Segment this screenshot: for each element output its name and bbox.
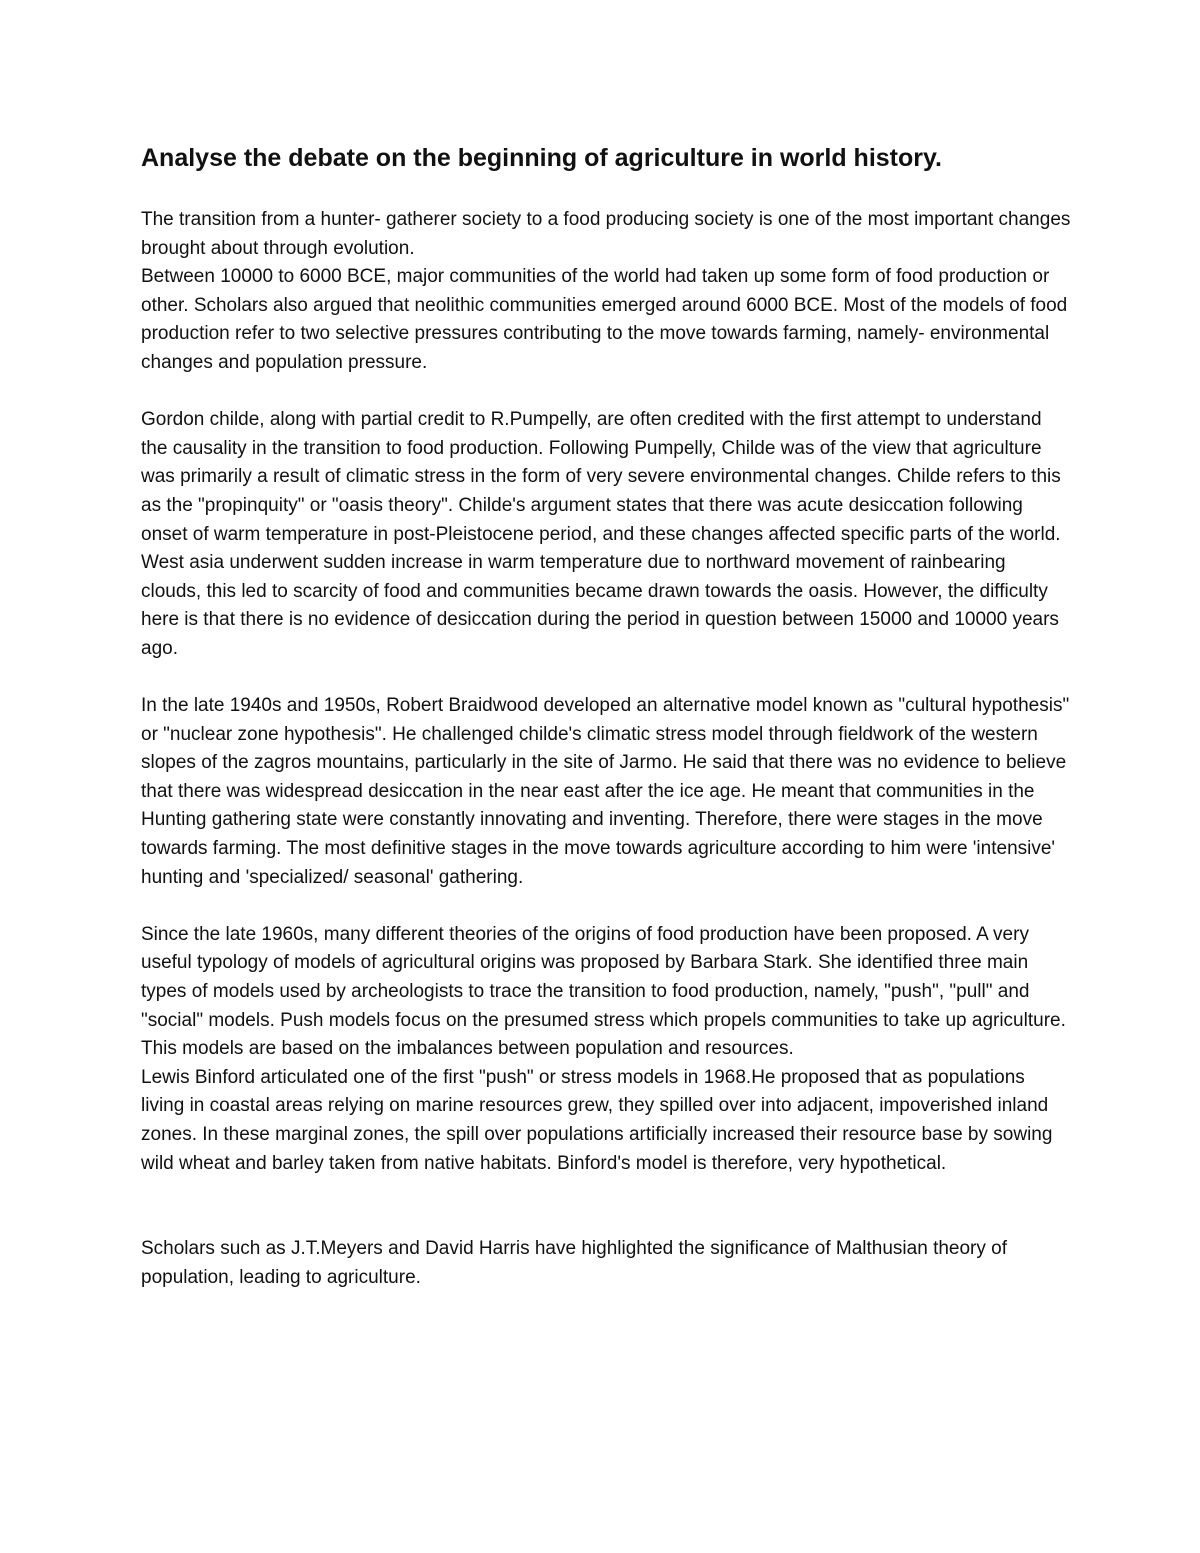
paragraph-binford: Lewis Binford articulated one of the first "push" or stress models in 1968.He proposed that as populations living in coastal areas relying on marine resources grew, they spilled over into adjacent, impoverished inland zones. In these marginal zones, the spill over populations artificially increased their resource base by sowing wild wheat and barley taken from native habitats. Binford's model is therefore, very hypothetical. bbox=[141, 1066, 1053, 1174]
paragraph-spacer bbox=[141, 892, 1071, 921]
paragraph-stark: Since the late 1960s, many different theories of the origins of food production have been proposed. A very useful typology of models of agricultural origins was proposed by Barbara Stark. She identified three main types of models used by archeologists to trace the transition to food production, namely, "push", "pull" and "social" models. Push models focus on the presumed stress which propels communities to take up agriculture. This models are based on the imbalances between population and resources. bbox=[141, 923, 1066, 1060]
paragraph-timeline: Between 10000 to 6000 BCE, major communities of the world had taken up some form of food production or other. Scholars also argued that neolithic communities emerged around 6000 BCE. Most of the models of food production refer to two selective pressures contributing to the move towards farming, namely- environmental changes and population pressure. bbox=[141, 266, 1068, 373]
paragraph-spacer bbox=[141, 1178, 1071, 1235]
paragraph-childe: Gordon childe, along with partial credit to R.Pumpelly, are often credited with the first attempt to understand the causality in the transition to food production. Following Pumpelly, Childe was of the view that agriculture was primarily a result of climatic stress in the form of very severe environmental changes. Childe refers to this as the "propinquity" or "oasis theory". Childe's argument states that there was acute desiccation following onset of warm temperature in post-Pleistocene period, and these changes affected specific parts of the world. West asia underwent sudden increase in warm temperature due to northward movement of rainbearing clouds, this led to scarcity of food and communities became drawn towards the oasis. However, the difficulty here is that there is no evidence of desiccation during the period in question between 15000 and 10000 years ago. bbox=[141, 409, 1061, 659]
paragraph-malthusian: Scholars such as J.T.Meyers and David Harris have highlighted the significance of Malthusian theory of population, leading to agriculture. bbox=[141, 1238, 1007, 1288]
paragraph-intro: The transition from a hunter- gatherer society to a food producing society is one of the most important changes brought about through evolution. bbox=[141, 209, 1071, 259]
paragraph-spacer bbox=[141, 664, 1071, 693]
document-page bbox=[141, 138, 1071, 1293]
document-title: Analyse the debate on the beginning of agriculture in world history. bbox=[141, 144, 943, 172]
paragraph-spacer bbox=[141, 378, 1071, 407]
paragraph-braidwood: In the late 1940s and 1950s, Robert Braidwood developed an alternative model known as "cultural hypothesis" or "nuclear zone hypothesis". He challenged childe's climatic stress model through fieldwork of the western slopes of the zagros mountains, particularly in the site of Jarmo. He said that there was no evidence to believe that there was widespread desiccation in the near east after the ice age. He meant that communities in the Hunting gathering state were constantly innovating and inventing. Therefore, there were stages in the move towards farming. The most definitive stages in the move towards agriculture according to him were 'intensive' hunting and 'specialized/ seasonal' gathering. bbox=[141, 695, 1070, 888]
